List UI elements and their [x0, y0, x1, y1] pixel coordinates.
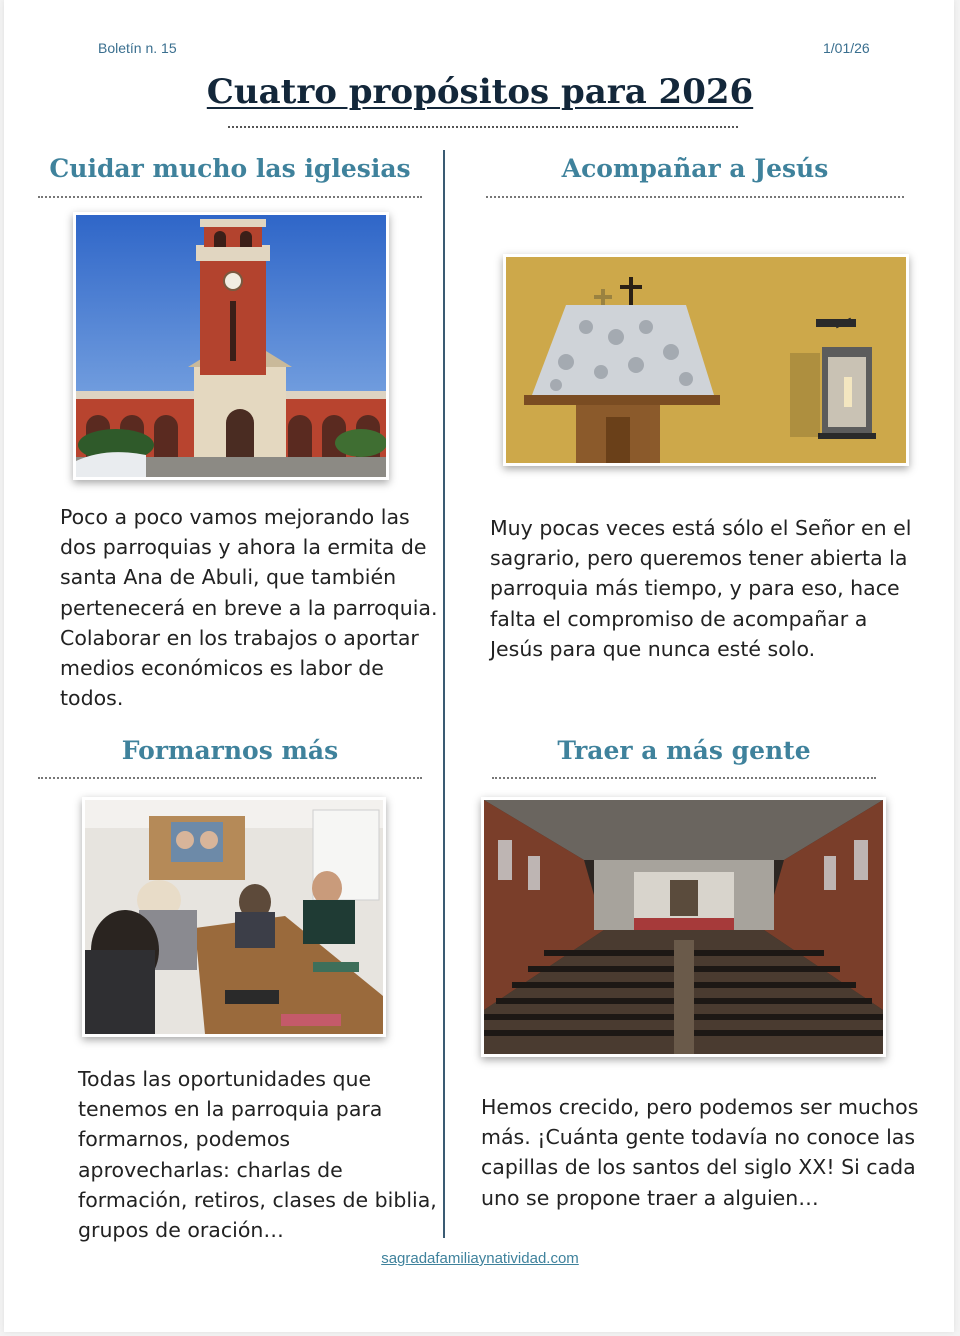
tabernacle-photo [503, 254, 909, 466]
meeting-room-photo [82, 797, 386, 1037]
section-text-bring-people: Hemos crecido, pero podemos ser muchos más. ¡Cuánta gente todavía no conoce las capillas de los santos del siglo XX! Si cada uno se propone traer a alguien… [481, 1095, 919, 1210]
section-text-accompany: Muy pocas veces está sólo el Señor en el sagrario, pero queremos tener abierta la parroquia más tiempo, y para eso, hace falta el compromiso de acompañar a Jesús para que nunca esté solo. [490, 516, 912, 661]
section-text-formation: Todas las oportunidades que tenemos en la parroquia para formarnos, podemos aprovecharlas: charlas de formación, retiros, clases de biblia, grupos de oración… [78, 1067, 437, 1243]
section-title-accompany: Acompañar a Jesús [561, 154, 829, 183]
title-divider [228, 126, 738, 128]
column-divider [443, 150, 445, 1238]
section-divider [492, 777, 876, 779]
website-link[interactable]: sagradafamiliaynatividad.com [381, 1250, 579, 1267]
section-title-churches: Cuidar mucho las iglesias [49, 154, 411, 183]
church-interior-photo [481, 797, 886, 1057]
bulletin-date: 1/01/26 [823, 40, 870, 56]
section-text-churches: Poco a poco vamos mejorando las dos parroquias y ahora la ermita de santa Ana de Abuli, que también pertenecerá en breve a la parroquia. Colaborar en los trabajos o aportar medios económicos es labor de todos. [60, 505, 438, 711]
church-tower-photo [73, 212, 389, 480]
bulletin-number: Boletín n. 15 [98, 40, 177, 56]
section-divider [38, 196, 422, 198]
section-title-formation: Formarnos más [121, 736, 339, 765]
section-divider [38, 777, 422, 779]
section-divider [486, 196, 904, 198]
page-title: Cuatro propósitos para 2026 [206, 72, 754, 112]
section-title-bring-people: Traer a más gente [557, 736, 811, 765]
